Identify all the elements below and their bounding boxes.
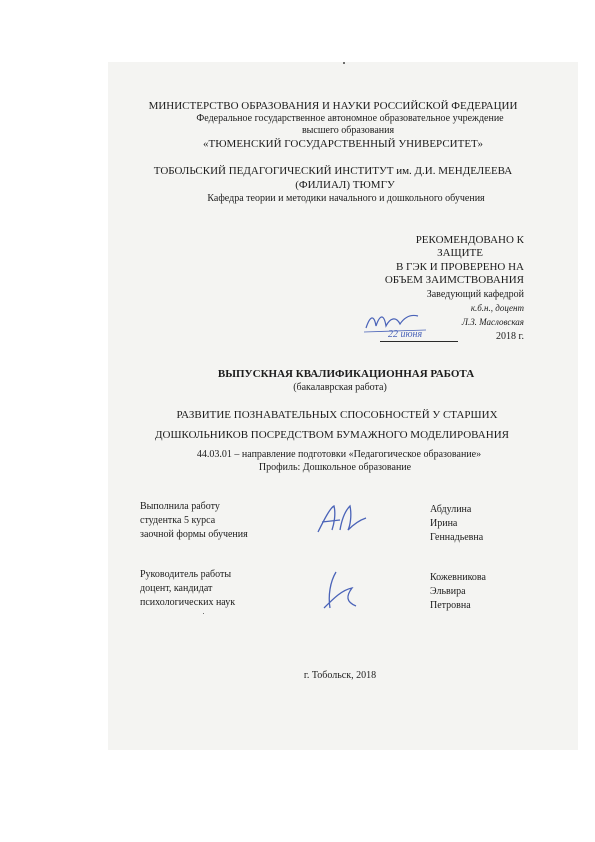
scan-speck — [343, 62, 345, 64]
topic-line2: ДОШКОЛЬНИКОВ ПОСРЕДСТВОМ БУМАЖНОГО МОДЕЛИРОВАНИЯ — [155, 429, 509, 441]
author-signature — [312, 500, 372, 536]
date-underline — [380, 341, 458, 342]
work-type: ВЫПУСКНАЯ КВАЛИФИКАЦИОННАЯ РАБОТА — [217, 368, 475, 380]
institution-type-line2: высшего образования — [301, 125, 395, 136]
topic-line1: РАЗВИТИЕ ПОЗНАВАТЕЛЬНЫХ СПОСОБНОСТЕЙ У СТАРШИХ — [176, 409, 498, 421]
department-head-name: Л.З. Масловская — [461, 317, 524, 327]
institute-name-line1: ТОБОЛЬСКИЙ ПЕДАГОГИЧЕСКИЙ ИНСТИТУТ им. Д.И. МЕНДЕЛЕЕВА — [153, 165, 513, 177]
city-year: г. Тобольск, 2018 — [303, 670, 377, 681]
approval-date-handwritten: 22 июня — [388, 329, 423, 340]
supervisor-patronymic: Петровна — [430, 600, 471, 611]
direction: 44.03.01 – направление подготовки «Педагогическое образование» — [196, 449, 482, 460]
supervisor-name: Эльвира — [430, 586, 466, 597]
work-subtype: (бакалаврская работа) — [293, 382, 387, 393]
author-surname: Абдулина — [430, 504, 472, 515]
approval-line2: ЗАЩИТЕ — [437, 247, 483, 259]
supervisor-label-line2: доцент, кандидат — [140, 583, 213, 594]
scan-speck — [203, 613, 204, 614]
approval-year: 2018 г. — [496, 331, 524, 342]
author-label-line2: студентка 5 курса — [140, 515, 216, 526]
approval-line1: РЕКОМЕНДОВАНО К — [415, 234, 524, 246]
profile: Профиль: Дошкольное образование — [258, 462, 412, 473]
university-name: «ТЮМЕНСКИЙ ГОСУДАРСТВЕННЫЙ УНИВЕРСИТЕТ» — [203, 138, 483, 150]
supervisor-signature — [316, 568, 366, 612]
approval-line3: В ГЭК И ПРОВЕРЕНО НА — [395, 261, 524, 273]
author-name: Ирина — [430, 518, 458, 529]
approval-line4: ОБЪЕМ ЗАИМСТВОВАНИЯ — [384, 274, 524, 286]
supervisor-surname: Кожевникова — [430, 572, 486, 583]
institute-name-line2: (ФИЛИАЛ) ТЮМГУ — [295, 179, 395, 191]
institution-type-line1: Федеральное государственное автономное образовательное учреждение — [196, 113, 504, 124]
department-head-degree: к.б.н., доцент — [470, 303, 524, 313]
author-patronymic: Геннадьевна — [430, 532, 484, 543]
ministry-name: МИНИСТЕРСТВО ОБРАЗОВАНИЯ И НАУКИ РОССИЙСКОЙ ФЕДЕРАЦИИ — [148, 100, 518, 112]
supervisor-label-line3: психологических наук — [140, 597, 236, 608]
supervisor-label-line1: Руководитель работы — [140, 569, 232, 580]
author-label-line3: заочной формы обучения — [140, 529, 248, 540]
department-name: Кафедра теории и методики начального и дошкольного обучения — [207, 193, 485, 204]
author-label-line1: Выполнила работу — [140, 501, 220, 512]
department-head-title: Заведующий кафедрой — [426, 289, 524, 300]
